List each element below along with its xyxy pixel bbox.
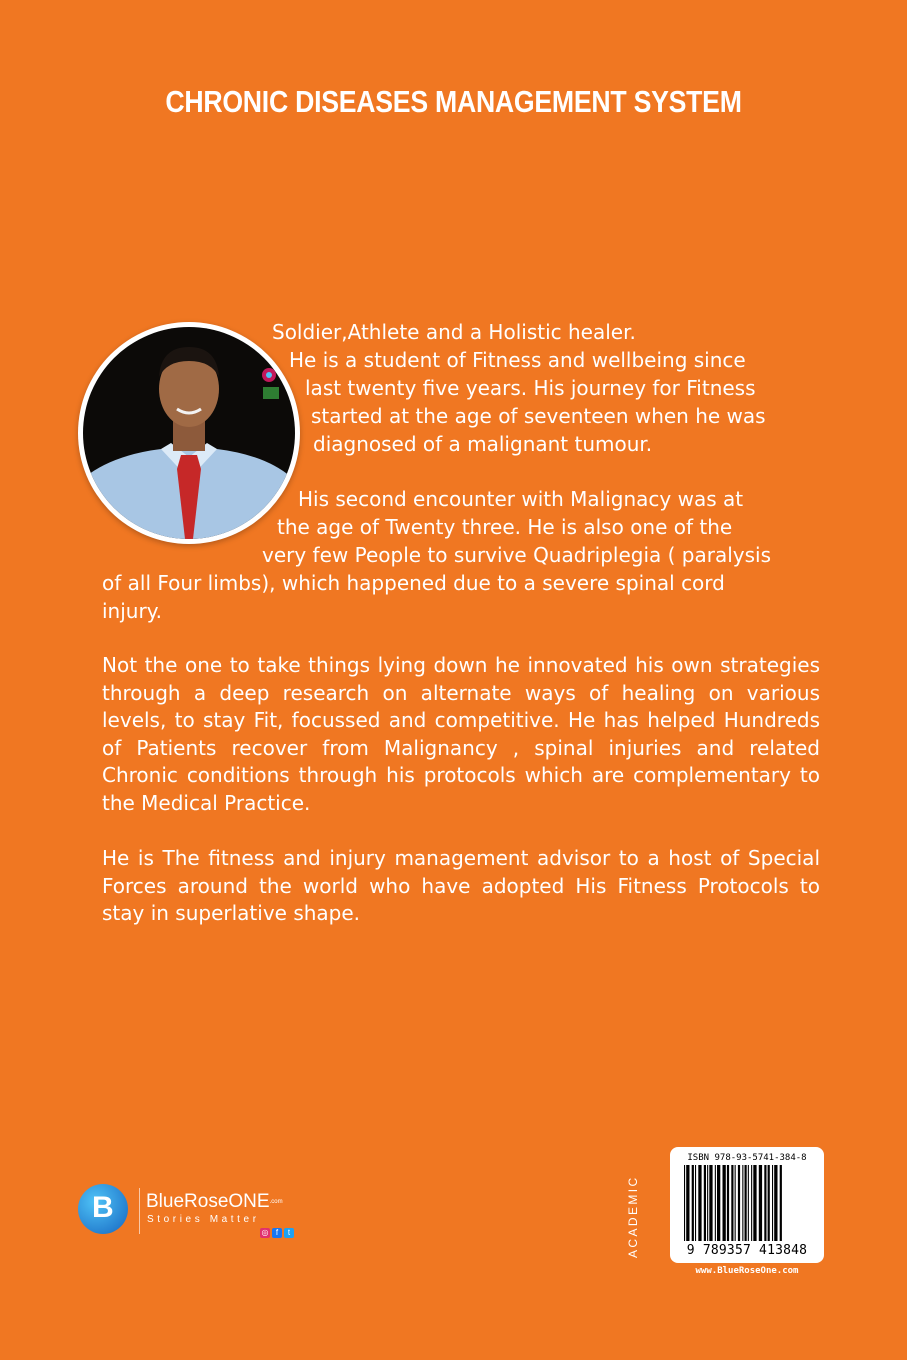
logo-divider xyxy=(139,1188,140,1234)
bio-line: the age of Twenty three. He is also one of the xyxy=(277,515,733,539)
publisher-name xyxy=(146,1192,283,1212)
barcode-bar xyxy=(723,1165,726,1241)
barcode-bar xyxy=(698,1165,701,1241)
bio-line: diagnosed of a malignant tumour. xyxy=(313,432,653,456)
barcode-bar xyxy=(759,1165,762,1241)
barcode-bar xyxy=(717,1165,720,1241)
publisher-logo xyxy=(78,1184,318,1254)
publisher-tagline: Stories Matter xyxy=(147,1214,260,1225)
barcode-bar xyxy=(686,1165,689,1241)
barcode-bar xyxy=(704,1165,706,1241)
barcode-bar xyxy=(768,1165,770,1241)
barcode-bar xyxy=(731,1165,733,1241)
bio-line: injury. xyxy=(102,599,163,623)
bio-line: He is a student of Fitness and wellbeing since xyxy=(289,348,746,372)
publisher-name-main: BlueRose xyxy=(146,1191,229,1212)
barcode-bar xyxy=(751,1165,752,1241)
twitter-icon: t xyxy=(284,1228,294,1238)
barcode-bar xyxy=(715,1165,716,1241)
bio-line: Soldier,Athlete and a Holistic healer. xyxy=(272,320,636,344)
instagram-icon: ◎ xyxy=(261,1228,269,1237)
barcode-bar xyxy=(735,1165,736,1241)
barcode-bar xyxy=(774,1165,777,1241)
facebook-icon: f xyxy=(272,1228,282,1238)
barcode-bars xyxy=(682,1165,812,1243)
barcode-bar xyxy=(753,1165,756,1241)
barcode-bar xyxy=(772,1165,773,1241)
bio-paragraph-4: He is The fitness and injury management advisor to a host of Special Forces around the world who have adopted His Fitness Protocols to stay in superlative shape. xyxy=(102,846,820,925)
barcode-bar xyxy=(695,1165,696,1241)
social-icons xyxy=(260,1228,294,1238)
publisher-name-suffix: ONE xyxy=(228,1191,270,1212)
book-title: CHRONIC DISEASES MANAGEMENT SYSTEM xyxy=(165,84,742,119)
author-photo xyxy=(78,322,300,544)
bio-line: started at the age of seventeen when he was xyxy=(311,404,766,428)
barcode-bar xyxy=(738,1165,740,1241)
bio-line: of all Four limbs), which happened due to a severe spinal cord xyxy=(102,571,725,595)
publisher-website: www.BlueRoseOne.com xyxy=(695,1266,799,1276)
bio-line: last twenty five years. His journey for Fitness xyxy=(305,376,756,400)
barcode-bar xyxy=(745,1165,747,1241)
barcode-bar xyxy=(780,1165,782,1241)
barcode-bar xyxy=(748,1165,749,1241)
barcode-bar xyxy=(709,1165,712,1241)
publisher-logo-icon xyxy=(78,1184,128,1234)
barcode-bar xyxy=(684,1165,685,1241)
bio-line: very few People to survive Quadriplegia ( paralysis xyxy=(262,543,772,567)
isbn-label: ISBN 978-93-5741-384-8 xyxy=(687,1153,807,1163)
barcode-digits: 9 789357 413848 xyxy=(686,1243,808,1258)
category-label: ACADEMIC xyxy=(626,1175,640,1258)
barcode-bar xyxy=(727,1165,729,1241)
publisher-logo-letter: B xyxy=(92,1191,114,1224)
publisher-domain-suffix: .com xyxy=(269,1199,283,1205)
bio-paragraph-3: Not the one to take things lying down he innovated his own strategies through a deep research on alternate ways of healing on various levels, to stay Fit, focussed and competitive. He has helped Hundreds of Patients recover from Malignancy , spinal injuries and related Chronic conditions through his protocols which are complementary to the Medical Practice. xyxy=(102,653,820,815)
barcode-bar xyxy=(692,1165,694,1241)
barcode-bar xyxy=(764,1165,766,1241)
bio-line: His second encounter with Malignacy was at xyxy=(298,487,744,511)
barcode-bar xyxy=(742,1165,743,1241)
isbn-barcode xyxy=(670,1147,824,1263)
barcode-bar xyxy=(707,1165,708,1241)
